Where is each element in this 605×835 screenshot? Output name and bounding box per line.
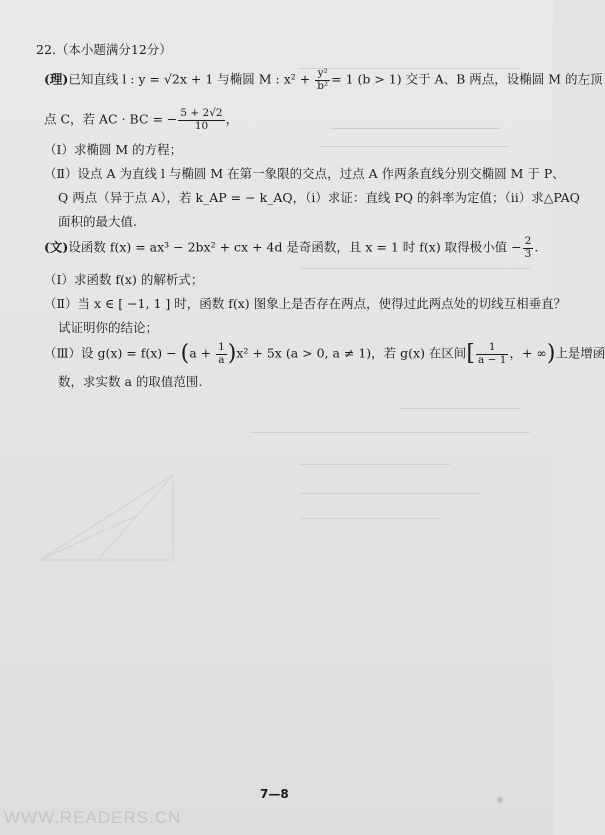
paren-close: ) bbox=[227, 341, 237, 367]
li-statement-line-2 bbox=[44, 108, 238, 132]
bleed-through-line bbox=[300, 493, 480, 494]
paren-open: ( bbox=[180, 341, 190, 367]
wen-question-2-line-1: （Ⅱ）当 x ∈ [ −1, 1 ] 时，函数 f(x) 图象上是否存在两点，使得过此两点处的切线互相垂直？ bbox=[44, 296, 567, 311]
q3-head: （Ⅲ）设 g(x) = f(x) − bbox=[44, 345, 181, 361]
scan-speck bbox=[497, 797, 503, 803]
frac-num: 5 + 2√2 bbox=[180, 107, 223, 119]
fraction-two-thirds bbox=[523, 236, 534, 260]
bleed-through-line bbox=[330, 128, 500, 129]
page-number: 7—8 bbox=[260, 787, 289, 801]
bleed-through-figure bbox=[38, 470, 178, 570]
frac-den: 10 bbox=[194, 119, 209, 132]
problem-header: 22.（本小题满分12分） bbox=[36, 42, 172, 57]
frac-num: 1 bbox=[476, 342, 508, 355]
fraction-dot-product bbox=[178, 108, 224, 132]
fraction-one-over-a bbox=[216, 342, 227, 366]
frac-num: 1 bbox=[218, 341, 225, 353]
bleed-through-line bbox=[300, 268, 530, 269]
q3-a: a + bbox=[189, 345, 216, 361]
wen-tag: (文) bbox=[44, 239, 69, 255]
q3-tail: 上是增函 bbox=[555, 345, 605, 361]
li-tag: (理) bbox=[44, 71, 69, 87]
bracket-close: ) bbox=[546, 341, 556, 367]
fraction-interval-start bbox=[476, 342, 508, 366]
li-question-2-line-2: Q 两点（异于点 A），若 k_AP = − k_AQ，（ⅰ）求证：直线 PQ 的斜率为定值；（ⅱ）求△PAQ bbox=[58, 190, 580, 205]
watermark: WWW.READERS.CN bbox=[4, 808, 182, 827]
bleed-through-line bbox=[300, 464, 450, 465]
wen-question-3-line-2: 数，求实数 a 的取值范围. bbox=[58, 374, 203, 389]
bleed-through-line bbox=[300, 518, 440, 519]
fraction-y2-b2 bbox=[315, 68, 330, 92]
frac-den: b² bbox=[317, 79, 329, 92]
q3-int-tail: ，+ ∞ bbox=[509, 345, 547, 361]
wen-line1: 设函数 f(x) = ax³ − 2bx² + cx + 4d 是奇函数，且 x = 1 时 f(x) 取得极小值 − bbox=[68, 239, 522, 255]
li-question-2-line-1: （Ⅱ）设点 A 为直线 l 与椭圆 M 在第一象限的交点，过点 A 作两条直线分别交椭圆 M 于 P、 bbox=[44, 166, 565, 181]
li-line2-tail: ， bbox=[225, 111, 239, 127]
wen-question-1: （Ⅰ）求函数 f(x) 的解析式； bbox=[44, 272, 204, 287]
frac-den: a bbox=[218, 353, 225, 366]
bleed-through-line bbox=[320, 146, 510, 147]
wen-line1-tail: . bbox=[534, 239, 539, 255]
frac-num: 2 bbox=[524, 235, 532, 247]
li-question-2-line-3: 面积的最大值. bbox=[58, 214, 137, 229]
wen-question-2-line-2: 试证明你的结论； bbox=[58, 320, 159, 335]
bleed-through-line bbox=[400, 408, 520, 409]
frac-den: 3 bbox=[524, 247, 532, 260]
li-question-1: （Ⅰ）求椭圆 M 的方程； bbox=[44, 142, 183, 157]
q3-mid: x² + 5x (a > 0, a ≠ 1)，若 g(x) 在区间 bbox=[236, 345, 467, 361]
li-line1: 已知直线 l : y = √2x + 1 与椭圆 M : x² + bbox=[68, 71, 315, 87]
li-line2-head: 点 C，若 AC · BC = − bbox=[44, 111, 178, 127]
frac-num: y² bbox=[315, 68, 330, 81]
bracket-open: [ bbox=[466, 341, 476, 367]
bleed-through-line bbox=[250, 432, 530, 433]
li-statement-line-1 bbox=[44, 68, 603, 92]
frac-den: a − 1 bbox=[478, 353, 507, 366]
wen-question-3-line-1 bbox=[44, 342, 605, 366]
li-line1-tail: = 1 (b > 1) 交于 A、B 两点，设椭圆 M 的左顶 bbox=[331, 71, 603, 87]
wen-statement bbox=[44, 236, 538, 260]
